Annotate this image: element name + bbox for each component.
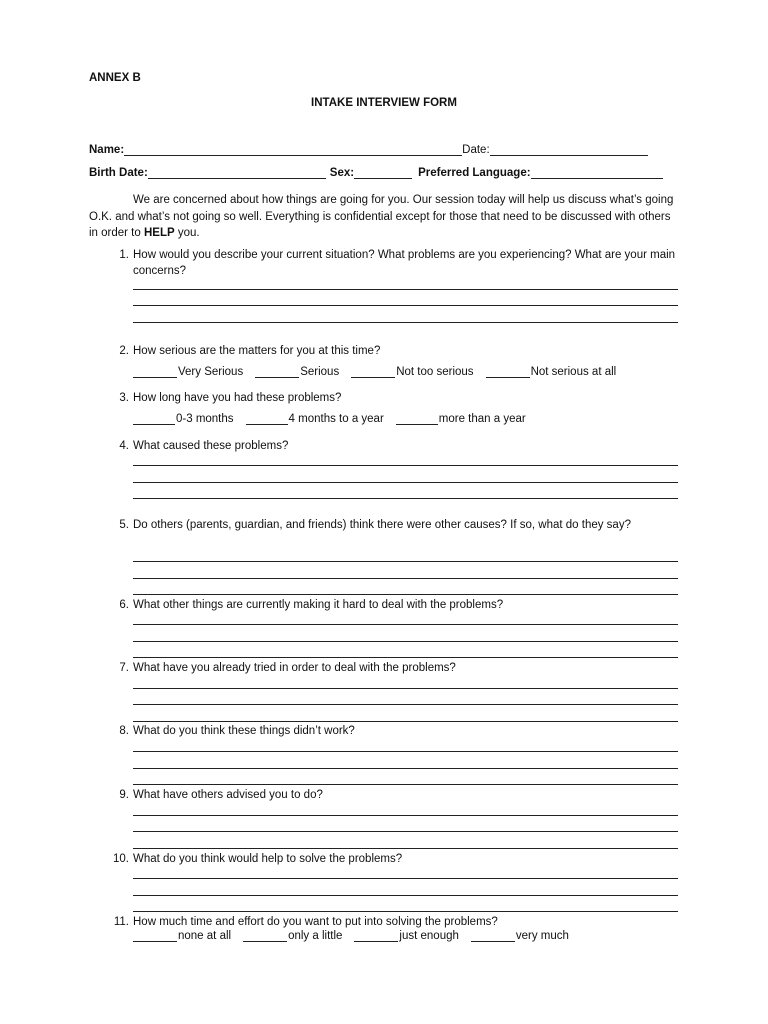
option-only-a-little[interactable]: only a little: [243, 930, 342, 942]
option-not-serious-at-all[interactable]: Not serious at all: [486, 366, 617, 378]
seriousness-options: [133, 366, 616, 378]
option-very-much[interactable]: very much: [471, 930, 569, 942]
answer-line[interactable]: [133, 624, 678, 625]
answer-line[interactable]: [133, 911, 678, 912]
name-date-row: [89, 144, 679, 156]
answer-line[interactable]: [133, 878, 678, 879]
answer-line[interactable]: [133, 751, 678, 752]
language-label: Preferred Language:: [418, 167, 531, 179]
language-field[interactable]: [531, 167, 663, 179]
intro-paragraph: We are concerned about how things are going for you. Our session today will help us discuss what’s going O.K. and what’s not going so well. Everything is confidential except for those that need to be discussed with others in order to HELP you.: [89, 194, 674, 239]
date-field[interactable]: [490, 144, 648, 156]
answer-line[interactable]: [133, 815, 678, 816]
answer-line[interactable]: [133, 498, 678, 499]
option-4-months-to-year[interactable]: 4 months to a year: [246, 413, 384, 425]
answer-line[interactable]: [133, 688, 678, 689]
answer-line[interactable]: [133, 561, 678, 562]
name-label: Name:: [89, 144, 125, 156]
answer-line[interactable]: [133, 578, 678, 579]
date-label: Date:: [462, 144, 490, 156]
answer-line[interactable]: [133, 305, 678, 306]
option-0-3-months[interactable]: 0-3 months: [133, 413, 234, 425]
option-just-enough[interactable]: just enough: [354, 930, 458, 942]
birth-date-label: Birth Date:: [89, 167, 148, 179]
effort-options: [133, 930, 569, 942]
option-serious[interactable]: Serious: [255, 366, 339, 378]
answer-line[interactable]: [133, 768, 678, 769]
birth-date-field[interactable]: [148, 167, 326, 179]
answer-line[interactable]: [133, 465, 678, 466]
answer-line[interactable]: [133, 831, 678, 832]
option-more-than-year[interactable]: more than a year: [396, 413, 526, 425]
birth-sex-language-row: [89, 167, 679, 179]
answer-line[interactable]: [133, 784, 678, 785]
answer-line[interactable]: [133, 594, 678, 595]
duration-options: [133, 413, 526, 425]
answer-line[interactable]: [133, 721, 678, 722]
intake-form-page: ANNEX B INTAKE INTERVIEW FORM Name: Date: Birth Date: Sex: Preferred Language: We are concerned about how things are going for you. Our session today will help us discuss what’s going O.K. and what’s not going so well. Everything is confidential except for those that need to be discussed with others in order to HELP you. 1. How would you describe your current situation? What problems are you experiencing? What are your main concerns? 2. How serious are the matters for you at this time? Very Serious Serious Not too serious Not serious at all 3. How long have you had these problems? 0-3 months 4 months to a year more than a year 4. What caused these problems? 5. Do others (parents, guardian, and friends) think there were other causes? If so, what do they say? 6. What other things are currently making it hard to deal with the problems? 7. What have you already tried in order to deal with the problems? 8. What do you think these things didn’t work? 9. What have others advised you to do? 10. What do you think would help to solve the problems? 11. How much time and effort do you want to put into solving the problems? none at all only a little just enough very much: [0, 0, 768, 1024]
answer-line[interactable]: [133, 482, 678, 483]
answer-line[interactable]: [133, 641, 678, 642]
sex-field[interactable]: [354, 167, 412, 179]
form-title: INTAKE INTERVIEW FORM: [311, 97, 457, 109]
option-very-serious[interactable]: Very Serious: [133, 366, 243, 378]
answer-line[interactable]: [133, 848, 678, 849]
answer-line[interactable]: [133, 704, 678, 705]
answer-line[interactable]: [133, 322, 678, 323]
answer-line[interactable]: [133, 657, 678, 658]
help-emphasis: HELP: [143, 227, 175, 239]
option-not-too-serious[interactable]: Not too serious: [351, 366, 473, 378]
annex-label: ANNEX B: [89, 72, 141, 84]
sex-label: Sex:: [329, 167, 355, 179]
name-field[interactable]: [124, 144, 462, 156]
answer-line[interactable]: [133, 289, 678, 290]
option-none-at-all[interactable]: none at all: [133, 930, 231, 942]
answer-line[interactable]: [133, 895, 678, 896]
